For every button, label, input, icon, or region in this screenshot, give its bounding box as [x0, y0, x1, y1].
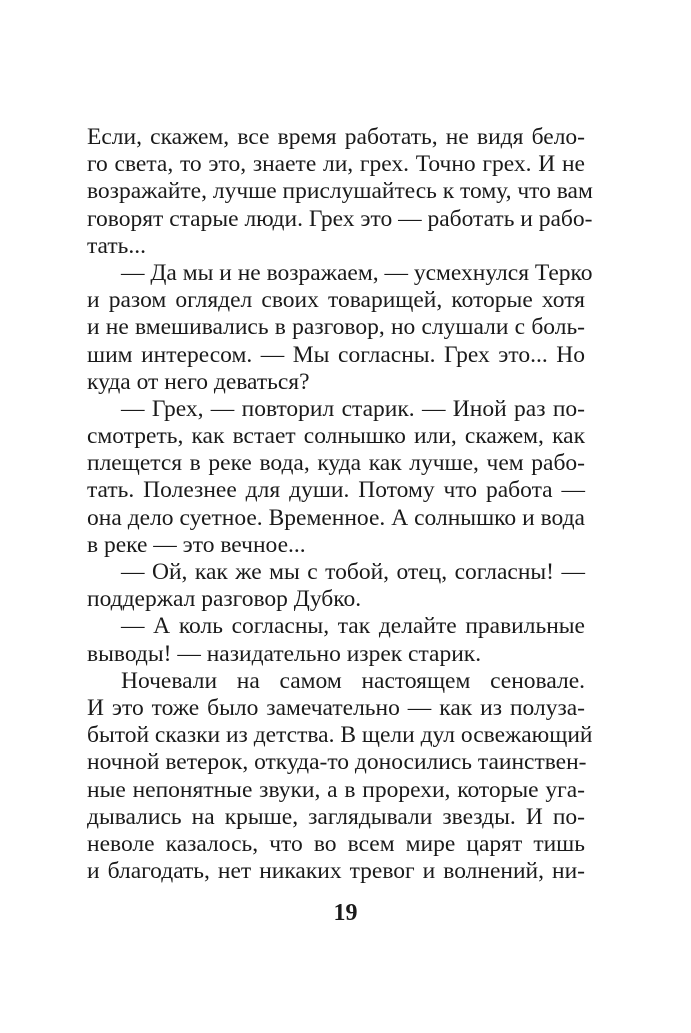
text-line: и не вмешивались в разговор, но слушали с боль- [87, 314, 585, 341]
text-line: дывались на крыше, заглядывали звезды. И по- [87, 803, 585, 830]
text-line: Если, скажем, все время работать, не видя бело- [87, 124, 585, 150]
text-line: Ночевали на самом настоящем сеновале. [121, 667, 585, 694]
text-line: она дело суетное. Временное. А солнышко и вода [87, 504, 585, 531]
text-line: — А коль согласны, так делайте правильные [121, 613, 585, 640]
text-line: плещется в реке вода, куда как лучше, чем рабо- [87, 450, 585, 477]
text-line: ночной ветерок, откуда-то доносились таинствен- [87, 749, 587, 776]
page-number: 19 [333, 900, 358, 926]
text-line: — Ой, как же мы с тобой, отец, согласны! — [121, 559, 585, 585]
text-line: — Грех, — повторил старик. — Иной раз по- [121, 395, 585, 422]
text-line: шим интересом. — Мы согласны. Грех это... Но [87, 341, 585, 368]
text-line: возражайте, лучше прислушайтесь к тому, что вам [87, 178, 593, 205]
text-line: говорят старые люди. Грех это — работать и рабо- [87, 205, 593, 232]
text-line: куда от него деваться? [87, 368, 310, 395]
text-line: го света, то это, знаете ли, грех. Точно грех. И не [87, 151, 585, 178]
text-line: тать... [87, 232, 146, 259]
text-line: выводы! — назидательно изрек старик. [87, 640, 482, 667]
text-line: в реке — это вечное... [87, 531, 306, 558]
text-line: и благодать, нет никаких тревог и волнений, ни- [87, 858, 585, 885]
body-text [87, 124, 593, 885]
text-line: И это тоже было замечательно — как из полуза- [87, 694, 585, 721]
text-line: поддержал разговор Дубко. [87, 586, 362, 613]
text-line: смотреть, как встает солнышко или, скажем, как [87, 423, 585, 450]
text-line: бытой сказки из детства. В щели дул освежающий [87, 722, 593, 749]
text-line: неволе казалось, что во всем мире царят тишь [87, 830, 585, 857]
text-line: и разом оглядел своих товарищей, которые хотя [87, 287, 585, 314]
text-line: — Да мы и не возражаем, — усмехнулся Терко [121, 259, 593, 286]
text-line: ные непонятные звуки, а в прорехи, которые уга- [87, 776, 585, 803]
text-line: тать. Полезнее для души. Потому что работа — [87, 477, 585, 504]
